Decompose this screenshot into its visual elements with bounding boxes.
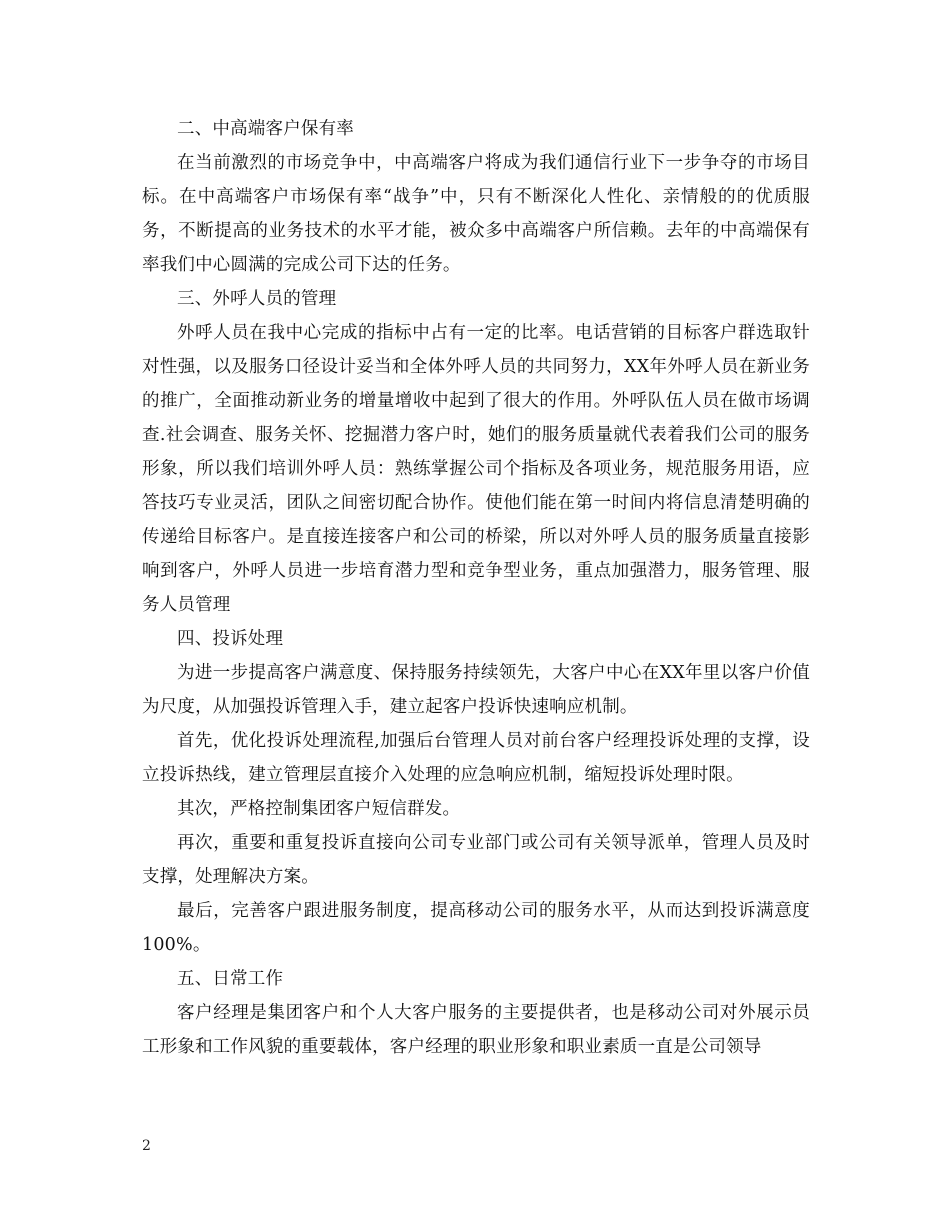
section-heading-daily-work: 五、日常工作 xyxy=(177,969,284,989)
paragraph-retention: 在当前激烈的市场竞争中，中高端客户将成为我们通信行业下一步争夺的市场目标。在中高端客户市场保有率“战争”中，只有不断深化人性化、亲情般的的优质服务，不断提高的业务技术的水平才能，被众多中高端客户所信赖。去年的中高端保有率我们中心圆满的完成公司下达的任务。 xyxy=(142,153,810,275)
paragraph-daily-work: 客户经理是集团客户和个人大客户服务的主要提供者，也是移动公司对外展示员工形象和工作风貌的重要载体，客户经理的职业形象和职业素质一直是公司领导 xyxy=(142,1003,810,1057)
paragraph-complaints-third: 再次，重要和重复投诉直接向公司专业部门或公司有关领导派单，管理人员及时支撑，处理解决方案。 xyxy=(142,833,810,887)
paragraph-complaints-last: 最后，完善客户跟进服务制度，提高移动公司的服务水平，从而达到投诉满意度100%。 xyxy=(142,901,810,955)
paragraph-complaints-intro: 为进一步提高客户满意度、保持服务持续领先，大客户中心在XX年里以客户价值为尺度，从加强投诉管理入手，建立起客户投诉快速响应机制。 xyxy=(142,663,810,717)
section-heading-retention: 二、中高端客户保有率 xyxy=(177,119,354,139)
paragraph-complaints-first: 首先，优化投诉处理流程,加强后台管理人员对前台客户经理投诉处理的支撑，设立投诉热线，建立管理层直接介入处理的应急响应机制，缩短投诉处理时限。 xyxy=(142,731,810,785)
document-body xyxy=(142,112,810,1064)
section-heading-complaints: 四、投诉处理 xyxy=(177,629,284,649)
page-number: 2 xyxy=(142,1138,151,1154)
section-heading-outbound: 三、外呼人员的管理 xyxy=(177,289,337,309)
paragraph-outbound: 外呼人员在我中心完成的指标中占有一定的比率。电话营销的目标客户群选取针对性强，以及服务口径设计妥当和全体外呼人员的共同努力，XX年外呼人员在新业务的推广，全面推动新业务的增量增收中起到了很大的作用。外呼队伍人员在做市场调查.社会调查、服务关怀、挖掘潜力客户时，她们的服务质量就代表着我们公司的服务形象，所以我们培训外呼人员：熟练掌握公司个指标及各项业务，规范服务用语，应答技巧专业灵活，团队之间密切配合协作。使他们能在第一时间内将信息清楚明确的传递给目标客户。是直接连接客户和公司的桥梁，所以对外呼人员的服务质量直接影响到客户，外呼人员进一步培育潜力型和竞争型业务，重点加强潜力，服务管理、服务人员管理 xyxy=(142,323,810,615)
paragraph-complaints-second: 其次，严格控制集团客户短信群发。 xyxy=(177,799,461,819)
